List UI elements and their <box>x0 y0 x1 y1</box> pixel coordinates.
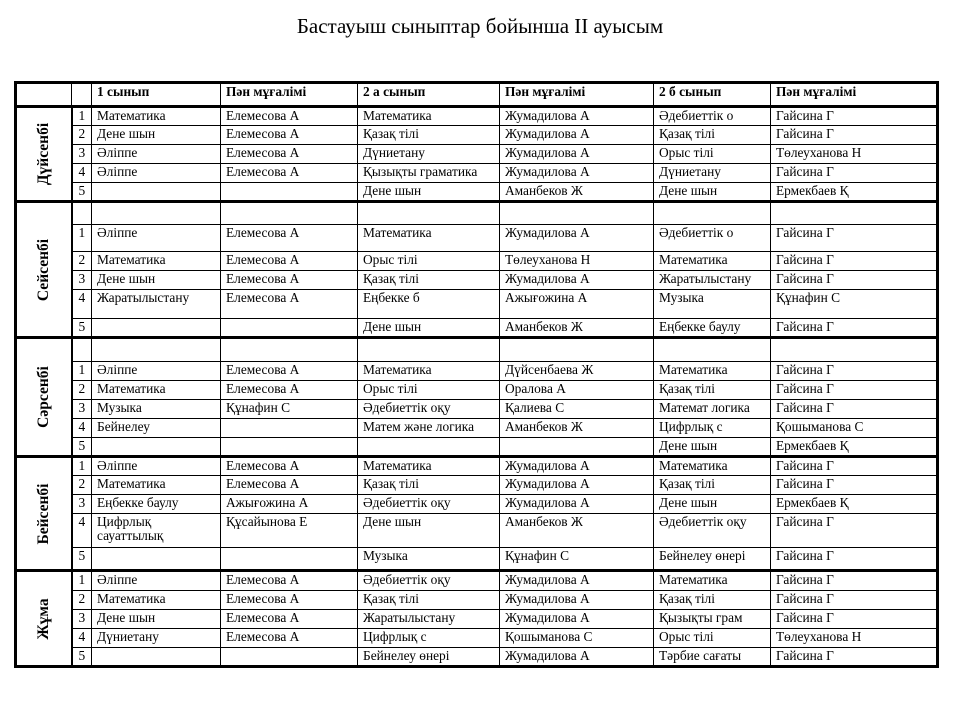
grade1-teacher: Елемесова А <box>221 381 358 400</box>
grade1-subject <box>92 648 221 667</box>
lesson-number: 1 <box>72 225 92 252</box>
grade2a-subject: Әдебиеттік оқу <box>358 400 500 419</box>
grade2b-teacher: Гайсина Г <box>771 381 938 400</box>
grade2b-subject: Бейнелеу өнері <box>654 548 771 571</box>
grade2a-subject: Орыс тілі <box>358 252 500 271</box>
grade1-subject: Музыка <box>92 400 221 419</box>
table-row <box>16 319 938 338</box>
table-row <box>16 548 938 571</box>
table-row <box>16 252 938 271</box>
day-cell <box>16 571 72 667</box>
lesson-number: 4 <box>72 514 92 548</box>
grade2b-teacher: Төлеуханова Н <box>771 145 938 164</box>
grade2b-teacher: Гайсина Г <box>771 476 938 495</box>
grade2a-teacher: Аманбеков Ж <box>500 319 654 338</box>
grade1-teacher: Құнафин С <box>221 400 358 419</box>
grade1-subject: Дене шын <box>92 610 221 629</box>
lesson-number: 4 <box>72 419 92 438</box>
grade1-teacher <box>221 438 358 457</box>
header-row <box>16 83 938 107</box>
table-row <box>16 164 938 183</box>
day-cell <box>16 107 72 202</box>
lesson-number: 5 <box>72 438 92 457</box>
table-row <box>16 514 938 548</box>
lesson-number: 2 <box>72 381 92 400</box>
grade1-subject: Математика <box>92 591 221 610</box>
grade2b-teacher: Гайсина Г <box>771 319 938 338</box>
grade2b-subject: Еңбекке баулу <box>654 319 771 338</box>
grade2b-subject: Дене шын <box>654 183 771 202</box>
grade1-teacher: Елемесова А <box>221 362 358 381</box>
grade2a-subject: Бейнелеу өнері <box>358 648 500 667</box>
grade2b-teacher: Гайсина Г <box>771 271 938 290</box>
grade2b-teacher: Ермекбаев Қ <box>771 495 938 514</box>
table-row <box>16 202 938 225</box>
day-label: Сәрсенбі <box>34 366 52 428</box>
grade1-teacher: Елемесова А <box>221 126 358 145</box>
grade2a-teacher: Жумадилова А <box>500 225 654 252</box>
grade1-subject: Математика <box>92 252 221 271</box>
grade2b-subject: Қазақ тілі <box>654 126 771 145</box>
header-grade-1: 1 сынып <box>92 83 221 107</box>
lesson-number: 1 <box>72 457 92 476</box>
grade2a-subject: Дене шын <box>358 319 500 338</box>
grade2a-teacher: Оралова А <box>500 381 654 400</box>
day-label: Дүйсенбі <box>34 122 52 186</box>
grade2a-subject: Математика <box>358 225 500 252</box>
lesson-number: 3 <box>72 145 92 164</box>
grade2b-subject: Әдебиеттік о <box>654 225 771 252</box>
grade2b-subject: Дене шын <box>654 438 771 457</box>
grade2b-subject: Дене шын <box>654 495 771 514</box>
lesson-number: 4 <box>72 629 92 648</box>
grade2a-subject <box>358 202 500 225</box>
lesson-number: 2 <box>72 252 92 271</box>
grade2a-teacher <box>500 338 654 362</box>
grade2a-subject: Цифрлық с <box>358 629 500 648</box>
grade2b-teacher: Гайсина Г <box>771 164 938 183</box>
grade2b-subject: Орыс тілі <box>654 145 771 164</box>
table-row <box>16 495 938 514</box>
grade2b-subject: Математика <box>654 362 771 381</box>
day-cell <box>16 338 72 457</box>
grade2a-teacher: Ажығожина А <box>500 290 654 319</box>
grade1-teacher <box>221 419 358 438</box>
table-row <box>16 271 938 290</box>
lesson-number: 5 <box>72 548 92 571</box>
grade2b-teacher: Төлеуханова Н <box>771 629 938 648</box>
grade2a-subject: Қазақ тілі <box>358 591 500 610</box>
grade2a-teacher: Төлеуханова Н <box>500 252 654 271</box>
grade2b-subject: Тәрбие сағаты <box>654 648 771 667</box>
grade1-teacher <box>221 319 358 338</box>
header-teacher-1: Пән мұғалімі <box>221 83 358 107</box>
grade2a-subject: Дене шын <box>358 514 500 548</box>
grade1-teacher: Елемесова А <box>221 290 358 319</box>
table-row <box>16 438 938 457</box>
grade2b-teacher: Гайсина Г <box>771 591 938 610</box>
table-row <box>16 145 938 164</box>
grade1-subject: Әліппе <box>92 225 221 252</box>
grade2a-subject: Қазақ тілі <box>358 476 500 495</box>
lesson-number: 3 <box>72 495 92 514</box>
grade2b-subject: Математ логика <box>654 400 771 419</box>
lesson-number <box>72 338 92 362</box>
grade2b-teacher: Гайсина Г <box>771 107 938 126</box>
grade2a-teacher <box>500 438 654 457</box>
grade2a-teacher: Құнафин С <box>500 548 654 571</box>
day-label: Сейсенбі <box>34 238 52 301</box>
grade2a-subject: Матем және логика <box>358 419 500 438</box>
grade1-subject: Әліппе <box>92 457 221 476</box>
table-row <box>16 476 938 495</box>
grade2a-teacher: Жумадилова А <box>500 107 654 126</box>
grade1-teacher: Елемесова А <box>221 225 358 252</box>
table-row <box>16 126 938 145</box>
grade2b-subject: Қазақ тілі <box>654 591 771 610</box>
grade2b-subject: Жаратылыстану <box>654 271 771 290</box>
lesson-number: 4 <box>72 164 92 183</box>
lesson-number: 2 <box>72 126 92 145</box>
grade2a-teacher: Қалиева С <box>500 400 654 419</box>
grade2a-teacher <box>500 202 654 225</box>
header-teacher-2a: Пән мұғалімі <box>500 83 654 107</box>
grade2b-teacher: Гайсина Г <box>771 514 938 548</box>
grade2b-teacher: Гайсина Г <box>771 648 938 667</box>
grade2b-teacher: Гайсина Г <box>771 362 938 381</box>
grade2a-subject: Еңбекке б <box>358 290 500 319</box>
grade2a-teacher: Жумадилова А <box>500 164 654 183</box>
day-cell <box>16 457 72 571</box>
grade2a-subject: Әдебиеттік оқу <box>358 571 500 591</box>
grade1-teacher: Елемесова А <box>221 610 358 629</box>
grade2b-teacher: Гайсина Г <box>771 400 938 419</box>
grade1-teacher: Елемесова А <box>221 457 358 476</box>
grade2b-teacher: Гайсина Г <box>771 610 938 629</box>
grade1-teacher <box>221 548 358 571</box>
grade2a-subject: Математика <box>358 107 500 126</box>
table-row <box>16 457 938 476</box>
table-row <box>16 362 938 381</box>
grade2b-subject: Математика <box>654 457 771 476</box>
grade2a-subject: Әдебиеттік оқу <box>358 495 500 514</box>
grade2b-subject: Дүниетану <box>654 164 771 183</box>
day-label: Бейсенбі <box>34 483 52 544</box>
grade2a-teacher: Жумадилова А <box>500 457 654 476</box>
grade1-subject: Цифрлық сауаттылық <box>92 514 221 548</box>
grade1-teacher: Елемесова А <box>221 107 358 126</box>
grade1-subject: Әліппе <box>92 164 221 183</box>
grade2b-teacher: Гайсина Г <box>771 225 938 252</box>
grade2a-subject: Музыка <box>358 548 500 571</box>
grade1-teacher: Елемесова А <box>221 571 358 591</box>
table-row <box>16 381 938 400</box>
grade1-subject: Дүниетану <box>92 629 221 648</box>
grade1-teacher <box>221 202 358 225</box>
grade1-subject: Бейнелеу <box>92 419 221 438</box>
grade2b-subject: Математика <box>654 571 771 591</box>
page-title: Бастауыш сыныптар бойынша II ауысым <box>296 14 664 38</box>
grade2a-teacher: Жумадилова А <box>500 271 654 290</box>
table-row <box>16 610 938 629</box>
grade2b-subject: Қызықты грам <box>654 610 771 629</box>
grade2a-subject: Қазақ тілі <box>358 126 500 145</box>
schedule-body <box>16 107 938 667</box>
day-label: Жұма <box>34 597 52 640</box>
grade2b-subject: Қазақ тілі <box>654 381 771 400</box>
grade2b-teacher: Ермекбаев Қ <box>771 438 938 457</box>
lesson-number <box>72 202 92 225</box>
grade1-subject <box>92 319 221 338</box>
grade2b-subject <box>654 338 771 362</box>
grade2a-subject <box>358 438 500 457</box>
lesson-number: 3 <box>72 610 92 629</box>
grade1-teacher <box>221 648 358 667</box>
grade2b-teacher <box>771 202 938 225</box>
lesson-number: 2 <box>72 476 92 495</box>
grade2a-subject: Дүниетану <box>358 145 500 164</box>
grade2a-subject: Жаратылыстану <box>358 610 500 629</box>
grade1-teacher: Елемесова А <box>221 629 358 648</box>
grade1-subject <box>92 202 221 225</box>
grade2a-teacher: Жумадилова А <box>500 126 654 145</box>
grade2a-subject: Дене шын <box>358 183 500 202</box>
grade1-subject <box>92 548 221 571</box>
grade2a-teacher: Жумадилова А <box>500 495 654 514</box>
grade1-subject: Әліппе <box>92 362 221 381</box>
grade2a-teacher: Аманбеков Ж <box>500 514 654 548</box>
table-row <box>16 648 938 667</box>
header-teacher-2b: Пән мұғалімі <box>771 83 938 107</box>
grade2a-subject: Қазақ тілі <box>358 271 500 290</box>
grade2b-subject: Цифрлық с <box>654 419 771 438</box>
corner-num-cell <box>72 83 92 107</box>
table-row <box>16 338 938 362</box>
grade1-teacher: Елемесова А <box>221 476 358 495</box>
grade2b-teacher: Ермекбаев Қ <box>771 183 938 202</box>
grade2b-subject: Әдебиеттік о <box>654 107 771 126</box>
lesson-number: 3 <box>72 271 92 290</box>
grade1-teacher: Ажығожина А <box>221 495 358 514</box>
table-row <box>16 400 938 419</box>
grade1-subject: Математика <box>92 107 221 126</box>
grade1-teacher: Елемесова А <box>221 252 358 271</box>
grade1-teacher: Елемесова А <box>221 164 358 183</box>
grade2a-teacher: Жумадилова А <box>500 571 654 591</box>
grade2b-subject: Математика <box>654 252 771 271</box>
table-row <box>16 591 938 610</box>
grade2b-teacher: Құнафин С <box>771 290 938 319</box>
grade2a-subject: Математика <box>358 362 500 381</box>
grade1-subject: Әліппе <box>92 145 221 164</box>
grade1-teacher <box>221 338 358 362</box>
grade2a-teacher: Жумадилова А <box>500 610 654 629</box>
grade2a-subject <box>358 338 500 362</box>
grade1-teacher: Құсайынова Е <box>221 514 358 548</box>
table-row <box>16 629 938 648</box>
grade2a-teacher: Аманбеков Ж <box>500 419 654 438</box>
lesson-number: 1 <box>72 362 92 381</box>
lesson-number: 1 <box>72 107 92 126</box>
grade2a-teacher: Жумадилова А <box>500 145 654 164</box>
grade2a-teacher: Жумадилова А <box>500 591 654 610</box>
lesson-number: 2 <box>72 591 92 610</box>
table-row <box>16 571 938 591</box>
grade2a-teacher: Қошыманова С <box>500 629 654 648</box>
grade1-subject: Дене шын <box>92 126 221 145</box>
grade2b-teacher: Гайсина Г <box>771 252 938 271</box>
grade1-teacher: Елемесова А <box>221 591 358 610</box>
grade2a-teacher: Дүйсенбаева Ж <box>500 362 654 381</box>
lesson-number: 5 <box>72 648 92 667</box>
grade1-subject: Еңбекке баулу <box>92 495 221 514</box>
grade2b-teacher: Гайсина Г <box>771 457 938 476</box>
grade1-subject: Жаратылыстану <box>92 290 221 319</box>
grade1-subject <box>92 338 221 362</box>
table-row <box>16 419 938 438</box>
grade2b-subject: Музыка <box>654 290 771 319</box>
lesson-number: 3 <box>72 400 92 419</box>
grade2a-subject: Математика <box>358 457 500 476</box>
grade2a-subject: Қызықты граматика <box>358 164 500 183</box>
grade2a-teacher: Жумадилова А <box>500 648 654 667</box>
grade2a-teacher: Аманбеков Ж <box>500 183 654 202</box>
grade1-teacher <box>221 183 358 202</box>
grade2b-teacher: Гайсина Г <box>771 126 938 145</box>
grade1-subject: Математика <box>92 381 221 400</box>
lesson-number: 1 <box>72 571 92 591</box>
grade1-subject: Әліппе <box>92 571 221 591</box>
grade2b-subject: Қазақ тілі <box>654 476 771 495</box>
grade2b-teacher: Гайсина Г <box>771 548 938 571</box>
table-row <box>16 107 938 126</box>
table-row <box>16 290 938 319</box>
table-row <box>16 225 938 252</box>
header-grade-2a: 2 а сынып <box>358 83 500 107</box>
grade2a-teacher: Жумадилова А <box>500 476 654 495</box>
grade1-subject <box>92 183 221 202</box>
grade2b-subject <box>654 202 771 225</box>
grade1-subject <box>92 438 221 457</box>
lesson-number: 4 <box>72 290 92 319</box>
day-cell <box>16 202 72 338</box>
grade1-teacher: Елемесова А <box>221 271 358 290</box>
table-row <box>16 183 938 202</box>
grade2a-subject: Орыс тілі <box>358 381 500 400</box>
schedule-table <box>14 81 939 668</box>
header-grade-2b: 2 б сынып <box>654 83 771 107</box>
corner-cell <box>16 83 72 107</box>
grade2b-teacher <box>771 338 938 362</box>
grade1-teacher: Елемесова А <box>221 145 358 164</box>
grade2b-teacher: Гайсина Г <box>771 571 938 591</box>
grade2b-teacher: Қошыманова С <box>771 419 938 438</box>
grade1-subject: Математика <box>92 476 221 495</box>
lesson-number: 5 <box>72 319 92 338</box>
grade2b-subject: Орыс тілі <box>654 629 771 648</box>
lesson-number: 5 <box>72 183 92 202</box>
grade1-subject: Дене шын <box>92 271 221 290</box>
grade2b-subject: Әдебиеттік оқу <box>654 514 771 548</box>
